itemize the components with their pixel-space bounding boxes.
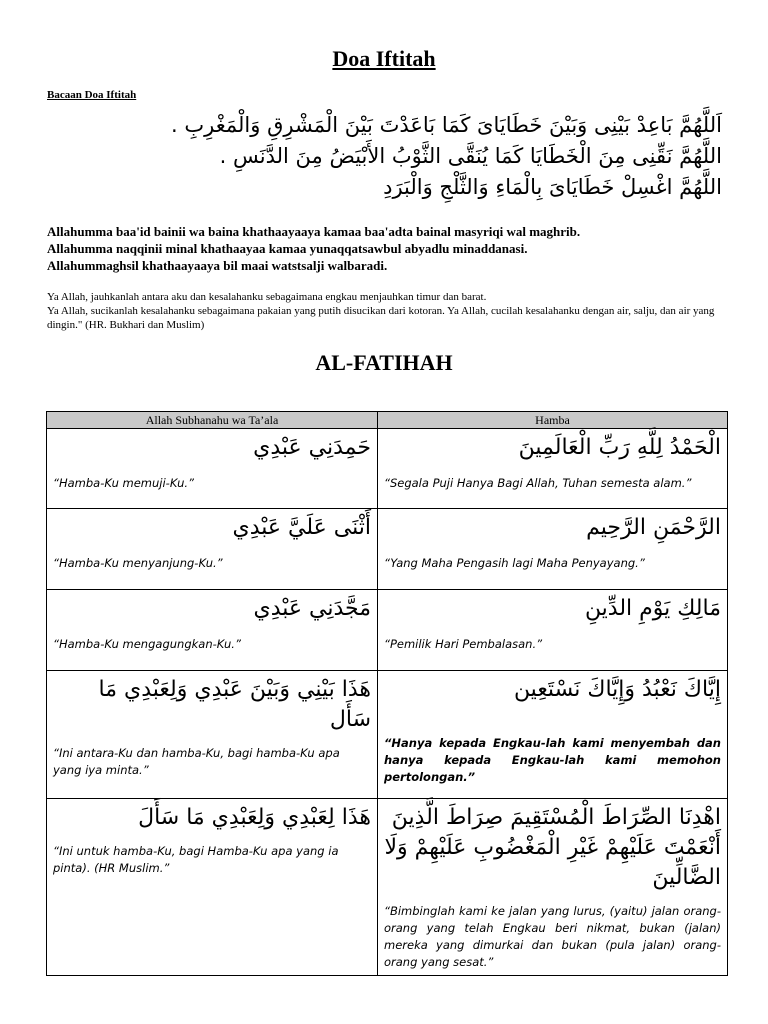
translation-line: Ya Allah, jauhkanlah antara aku dan kesalahanku sebagaimana engkau menjauhkan timur dan barat.: [47, 291, 487, 303]
table-cell-allah: [47, 429, 378, 509]
column-header-hamba: Hamba: [378, 412, 728, 429]
verse-translation: “Ini untuk hamba-Ku, bagi Hamba-Ku apa yang ia pinta). (HR Muslim.”: [53, 844, 339, 875]
latin-line: Allahumma naqqinii minal khathaayaa kamaa yunaqqatsawbul abyadlu minaddanasi.: [47, 241, 528, 256]
fatihah-table: [46, 411, 728, 976]
section-title: AL-FATIHAH: [315, 350, 453, 375]
arabic-verse: هَذَا بَيْنِي وَبَيْنَ عَبْدِي وَلِعَبْدِي مَا سَأَل: [98, 677, 371, 732]
latin-transliteration: [47, 223, 727, 274]
table-cell-hamba: [378, 671, 728, 799]
translation-line: Ya Allah, sucikanlah kesalahanku sebagaimana pakaian yang putih disucikan dari kotoran. Ya Allah, cucilah kesalahanku dengan air, salju, dan air yang dingin." (HR. Bukhari dan Muslim): [47, 305, 715, 331]
table-row: [47, 429, 728, 509]
verse-translation: “Hamba-Ku memuji-Ku.”: [53, 476, 194, 490]
arabic-line: اَللَّهُمَّ بَاعِدْ بَيْنِى وَبَيْنَ خَطَايَاىَ كَمَا بَاعَدْتَ بَيْنَ الْمَشْرِقِ وَالْمَغْرِبِ .: [171, 113, 722, 137]
column-header-allah: Allah Subhanahu wa Ta’ala: [47, 412, 378, 429]
table-cell-hamba: [378, 590, 728, 671]
arabic-verse: مَالِكِ يَوْمِ الدِّينِ: [584, 596, 721, 621]
arabic-verse: هَذَا لِعَبْدِي وَلِعَبْدِي مَا سَأَلَ: [138, 805, 371, 830]
arabic-verse: الرَّحْمَنِ الرَّحِيم: [586, 515, 721, 540]
latin-line: Allahumma baa'id bainii wa baina khathaayaaya kamaa baa'adta bainal masyriqi wal maghrib.: [47, 224, 581, 239]
table-cell-allah: [47, 671, 378, 799]
table-row: [47, 509, 728, 590]
verse-translation: “Segala Puji Hanya Bagi Allah, Tuhan semesta alam.”: [384, 476, 692, 490]
verse-translation: “Hamba-Ku menyanjung-Ku.”: [53, 556, 223, 570]
arabic-verse: حَمِدَنِي عَبْدِي: [253, 435, 371, 460]
verse-translation: “Bimbinglah kami ke jalan yang lurus, (yaitu) jalan orang-orang yang telah Engkau beri nikmat, bukan (jalan) mereka yang dimurkai dan bukan (pula jalan) orang-orang yang sesat.”: [384, 904, 721, 969]
table-cell-hamba: [378, 429, 728, 509]
verse-translation: “Ini antara-Ku dan hamba-Ku, bagi hamba-Ku apa yang iya minta.”: [53, 746, 340, 777]
table-row: [47, 590, 728, 671]
verse-translation: “Yang Maha Pengasih lagi Maha Penyayang.”: [384, 556, 645, 570]
verse-translation: “Hamba-Ku mengagungkan-Ku.”: [53, 637, 241, 651]
arabic-verse: إِيَّاكَ نَعْبُدُ وَإِيَّاكَ نَسْتَعِين: [513, 677, 721, 702]
page-title: Doa Iftitah: [332, 46, 436, 71]
table-cell-hamba: [378, 509, 728, 590]
table-cell-hamba: [378, 799, 728, 976]
arabic-verse: الْحَمْدُ لِلَّهِ رَبِّ الْعَالَمِينَ: [518, 435, 721, 460]
arabic-line: اللَّهُمَّ نَقِّنِى مِنَ الْخَطَايَا كَمَا يُنَقَّى الثَّوْبُ الأَبْيَضُ مِنَ الدَّنَسِ .: [219, 144, 722, 168]
table-header-row: [47, 412, 728, 429]
arabic-verse: مَجَّدَنِي عَبْدِي: [253, 596, 371, 621]
latin-line: Allahummaghsil khathaayaaya bil maai watstsalji walbaradi.: [47, 258, 388, 273]
table-cell-allah: [47, 799, 378, 976]
verse-translation: “Pemilik Hari Pembalasan.”: [384, 637, 543, 651]
translation-text: [47, 290, 727, 332]
table-cell-allah: [47, 509, 378, 590]
verse-translation: “Hanya kepada Engkau-lah kami menyembah dan hanya kepada Engkau-lah kami memohon pertolongan.”: [384, 736, 721, 784]
table-row: [47, 671, 728, 799]
table-row: [47, 799, 728, 976]
subheading: Bacaan Doa Iftitah: [47, 89, 137, 101]
table-cell-allah: [47, 590, 378, 671]
arabic-prayer-text: [50, 110, 722, 203]
arabic-line: اللَّهُمَّ اغْسِلْ خَطَايَاىَ بِالْمَاءِ وَالثَّلْجِ وَالْبَرَدِ: [383, 175, 722, 199]
arabic-verse: اهْدِنَا الصِّرَاطَ الْمُسْتَقِيمَ صِرَاطَ الَّذِينَ أَنْعَمْتَ عَلَيْهِمْ غَيْرِ الْمَغْضُوبِ عَلَيْهِمْ وَلَا الضَّالِّينَ: [384, 805, 721, 890]
arabic-verse: أَثْنَى عَلَيَّ عَبْدِي: [232, 515, 371, 540]
